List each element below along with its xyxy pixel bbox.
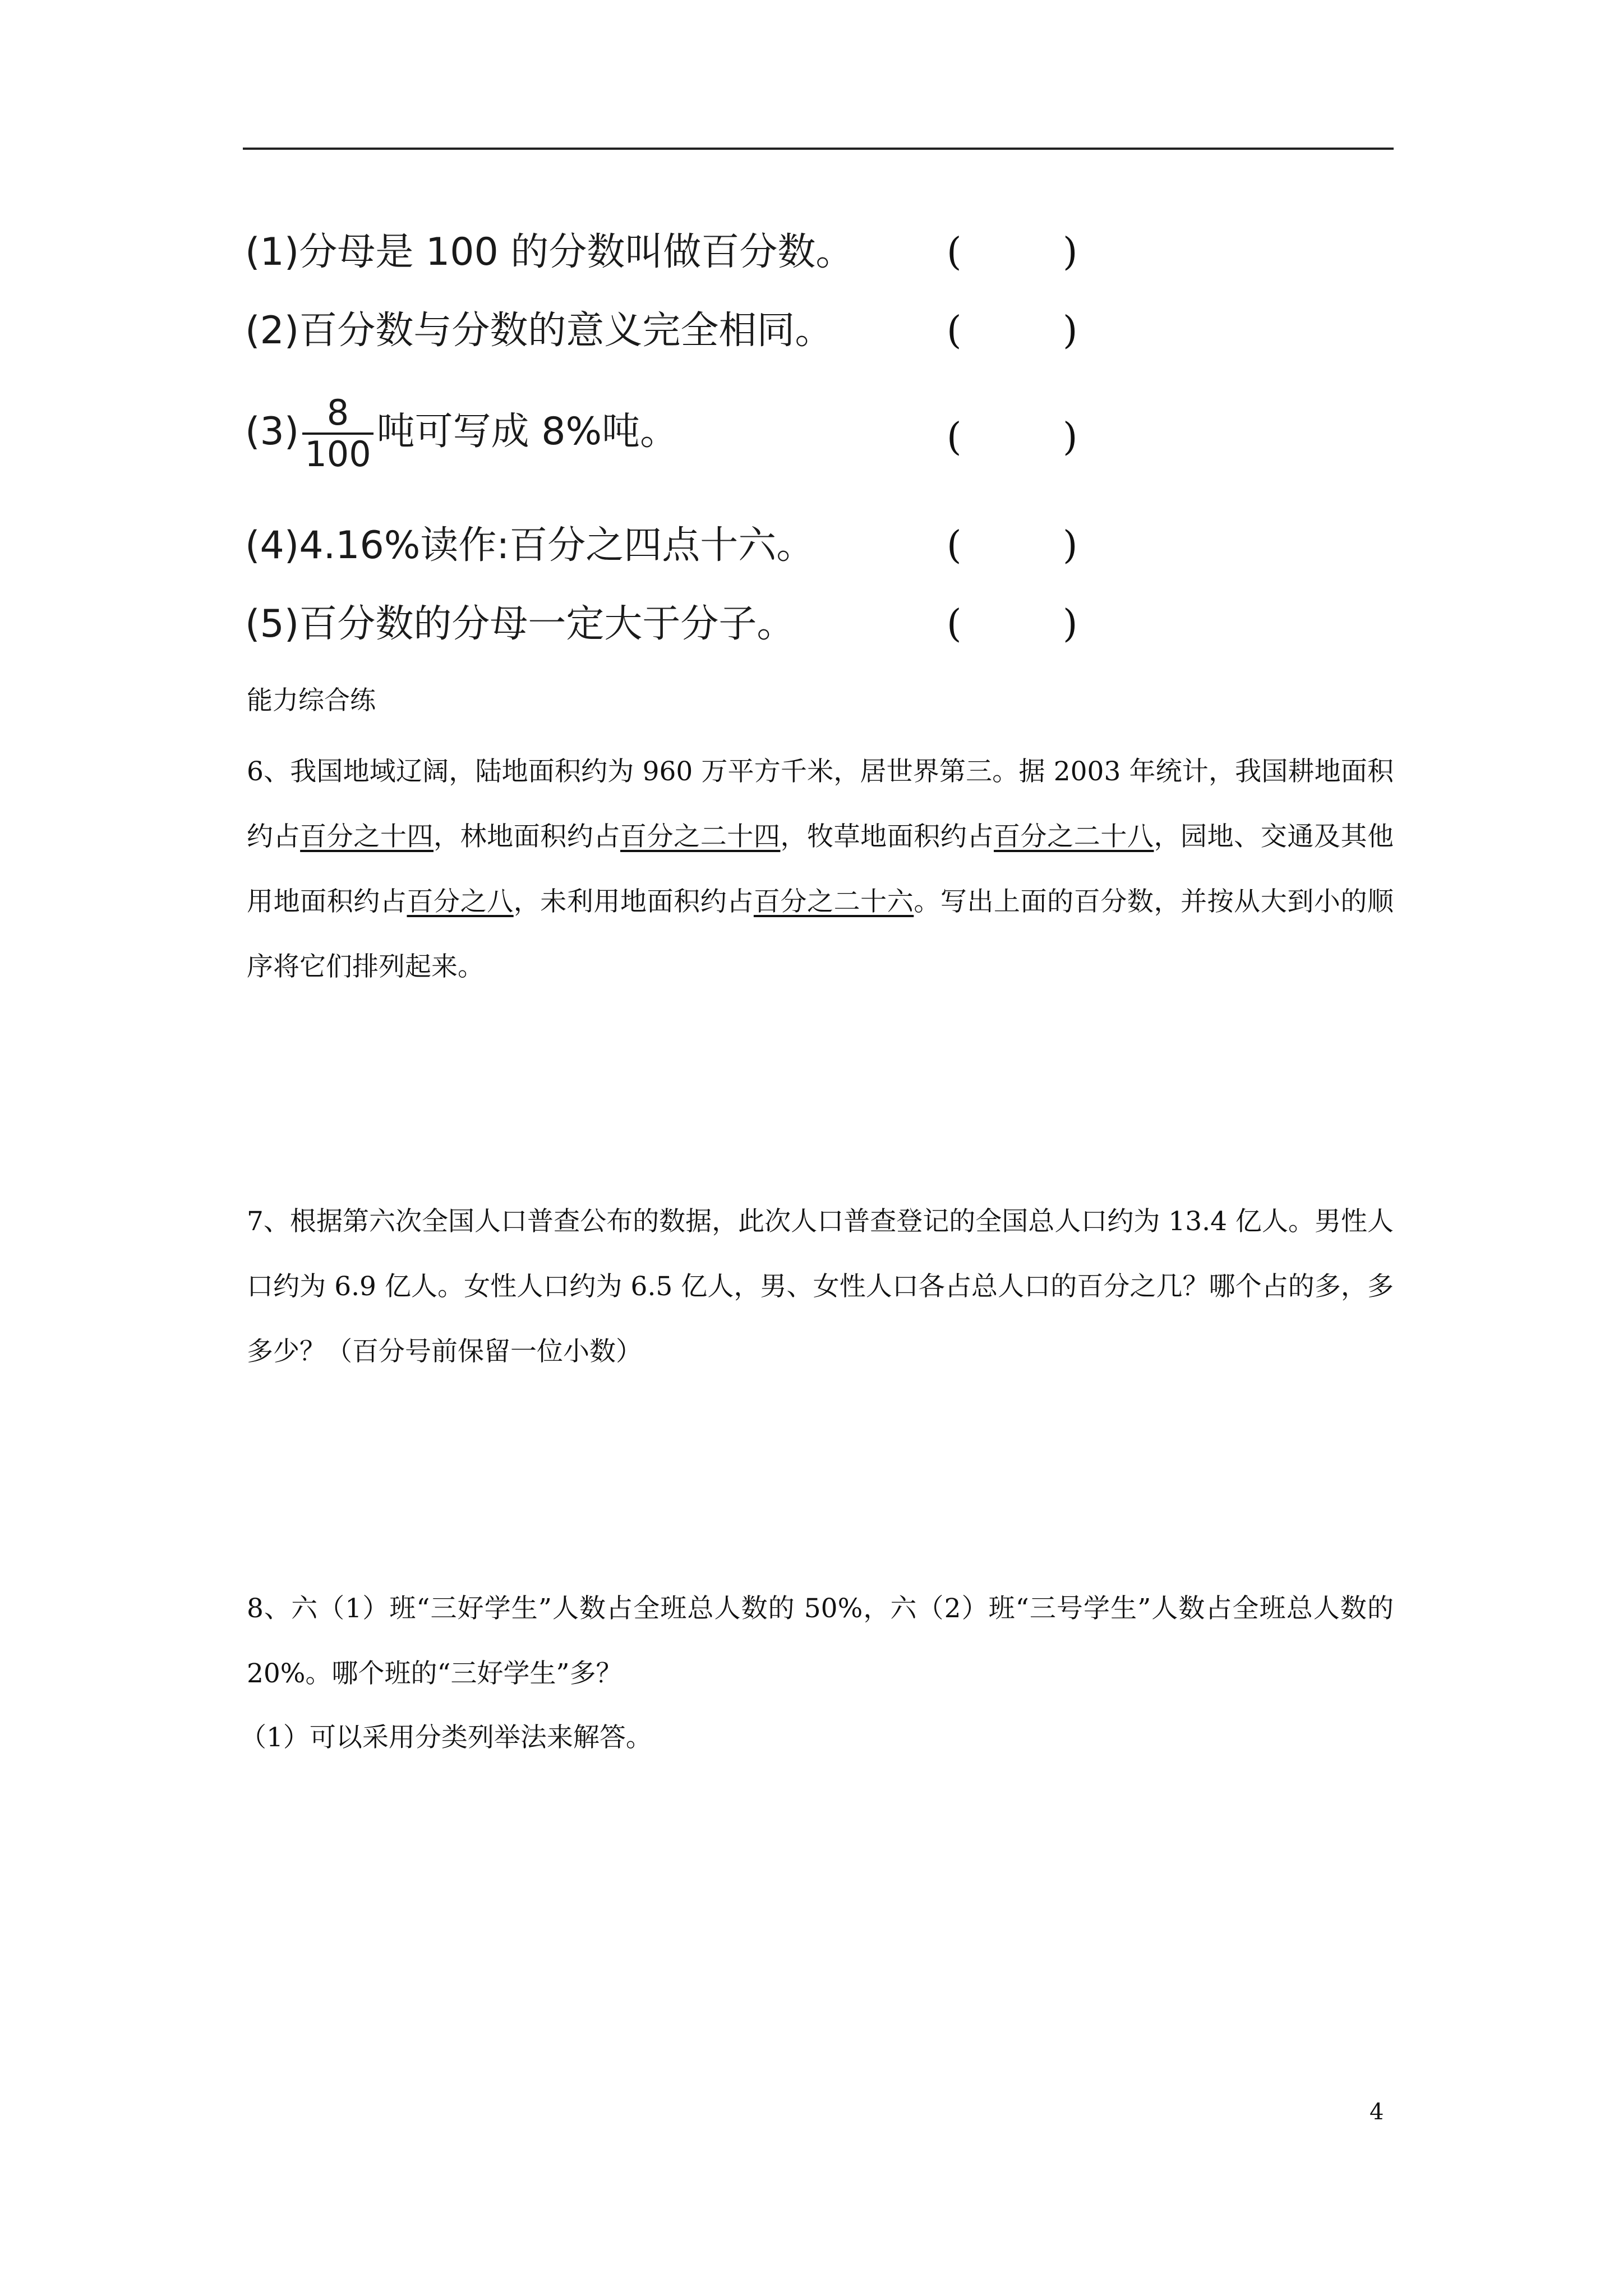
tf-item-3-prefix: (3) <box>245 409 299 454</box>
problem-8-sub-1: （1）可以采用分类列举法来解答。 <box>240 1722 652 1753</box>
problem-7: 7、根据第六次全国人口普查公布的数据，此次人口普查登记的全国总人口约为 13.4 亿人。男性人口约为 6.9 亿人。女性人口约为 6.5 亿人，男、女性人口各占总人口的百分之几？哪个占的多，多多少？（百分号前保留一位小数） <box>247 1206 1394 1367</box>
tf-item-5 <box>245 599 795 650</box>
tf-item-5-paren-close: ) <box>1063 602 1078 646</box>
tf-item-3 <box>245 387 678 477</box>
tf-item-1-paren-close: ) <box>1063 230 1078 274</box>
tf-item-4-paren-open: ( <box>947 523 962 568</box>
page-number: 4 <box>1370 2099 1384 2125</box>
problem-6-text-6: 。写出上面的百分数，并按从大到小的顺序将它们排列起来。 <box>247 886 1394 982</box>
tf-item-3-paren-close: ) <box>1063 415 1078 459</box>
fraction-denominator: 100 <box>305 434 371 475</box>
section-title: 能力综合练 <box>247 685 376 715</box>
header-rule <box>243 148 1394 150</box>
problem-6-text-4: ，园地、交通及其他用地面积约占 <box>247 821 1394 917</box>
fraction-numerator: 8 <box>326 392 349 434</box>
problem-6-underlined-5: 百分之二十六 <box>753 886 914 917</box>
tf-item-2-text: (2)百分数与分数的意义完全相同。 <box>245 309 833 353</box>
problem-6-underlined-3: 百分之二十八 <box>994 821 1154 852</box>
tf-item-1-paren-open: ( <box>947 230 962 274</box>
tf-item-2-paren-close: ) <box>1063 309 1078 353</box>
problem-6-text-5: ，未利用地面积约占 <box>513 886 754 917</box>
tf-item-2 <box>245 306 833 356</box>
tf-item-2-paren-open: ( <box>947 309 962 353</box>
tf-item-3-suffix: 吨可写成 8%吨。 <box>376 409 679 454</box>
tf-item-1-text: (1)分母是 100 的分数叫做百分数。 <box>245 230 854 274</box>
tf-item-3-paren-open: ( <box>947 415 962 459</box>
tf-item-4 <box>245 521 814 571</box>
problem-6 <box>247 739 1394 1000</box>
tf-item-1 <box>245 227 854 278</box>
problem-8: 8、六（1）班“三好学生”人数占全班总人数的 50%，六（2）班“三号学生”人数占全班总人数的 20%。哪个班的“三好学生”多？ <box>247 1593 1394 1689</box>
problem-6-underlined-4: 百分之八 <box>407 886 514 917</box>
problem-6-text-3: ，牧草地面积约占 <box>780 821 994 852</box>
problem-6-underlined-2: 百分之二十四 <box>620 821 781 852</box>
problem-6-underlined-1: 百分之十四 <box>300 821 434 852</box>
tf-item-5-text: (5)百分数的分母一定大于分子。 <box>245 602 795 646</box>
problem-6-text-2: ，林地面积约占 <box>434 821 621 852</box>
problem-6-text-1: 6、我国地域辽阔，陆地面积约为 960 万平方千米，居世界第三。据 2003 年统计，我国耕地面积约占 <box>247 756 1394 852</box>
tf-item-4-text: (4)4.16%读作:百分之四点十六。 <box>245 523 815 568</box>
tf-item-4-paren-close: ) <box>1063 523 1078 568</box>
tf-item-5-paren-open: ( <box>947 602 962 646</box>
fraction <box>302 393 373 474</box>
